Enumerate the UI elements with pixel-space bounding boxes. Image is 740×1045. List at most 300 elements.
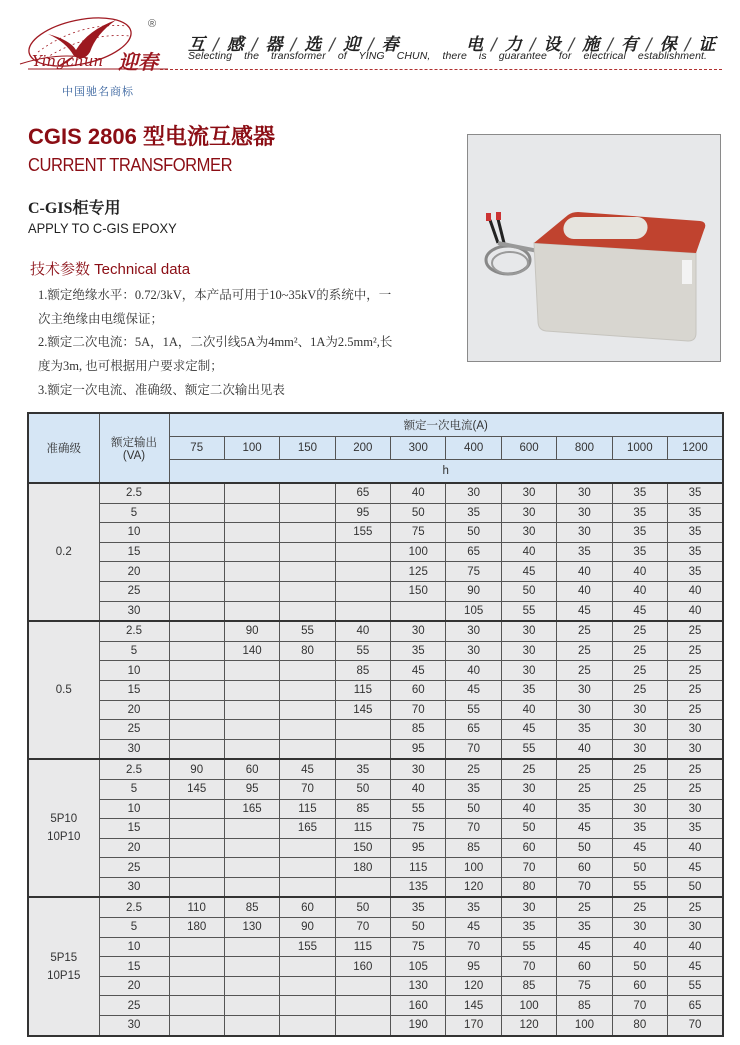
rated-output-cell: 5	[99, 779, 169, 799]
value-cell: 40	[668, 838, 723, 858]
value-cell	[169, 503, 224, 523]
value-cell: 120	[501, 1016, 556, 1036]
spec-table	[27, 412, 724, 1037]
slogan-char: 迎	[342, 35, 360, 55]
value-cell: 85	[224, 897, 279, 917]
header-unit-row: h	[169, 460, 723, 484]
value-cell: 55	[668, 976, 723, 996]
value-cell	[169, 601, 224, 621]
value-cell: 35	[446, 503, 501, 523]
value-cell: 30	[501, 503, 556, 523]
value-cell: 55	[501, 739, 556, 759]
value-cell: 25	[612, 759, 667, 779]
value-cell: 25	[557, 779, 612, 799]
value-cell: 90	[169, 759, 224, 779]
value-cell: 30	[668, 799, 723, 819]
value-cell: 40	[557, 739, 612, 759]
table-row	[28, 799, 723, 819]
value-cell	[280, 661, 335, 681]
value-cell: 95	[224, 779, 279, 799]
value-cell	[335, 739, 390, 759]
slogan-separator: /	[568, 35, 575, 55]
value-cell: 145	[446, 996, 501, 1016]
value-cell: 45	[391, 661, 446, 681]
value-cell	[224, 523, 279, 543]
value-cell: 25	[446, 759, 501, 779]
value-cell: 60	[224, 759, 279, 779]
value-cell: 180	[169, 918, 224, 938]
rated-output-cell: 30	[99, 1016, 169, 1036]
value-cell: 135	[391, 877, 446, 897]
value-cell	[169, 641, 224, 661]
value-cell: 25	[668, 759, 723, 779]
value-cell: 30	[612, 720, 667, 740]
table-row	[28, 877, 723, 897]
slogan-separator: /	[367, 35, 374, 55]
rated-output-cell: 25	[99, 996, 169, 1016]
value-cell: 60	[501, 838, 556, 858]
value-cell: 35	[612, 523, 667, 543]
table-row	[28, 858, 723, 878]
value-cell: 160	[391, 996, 446, 1016]
value-cell	[280, 523, 335, 543]
accuracy-class-label: 5P15	[50, 951, 78, 964]
value-cell: 25	[668, 779, 723, 799]
value-cell: 35	[391, 641, 446, 661]
accuracy-class-label: 0.2	[55, 546, 72, 559]
value-cell: 45	[557, 819, 612, 839]
value-cell: 120	[446, 877, 501, 897]
value-cell: 80	[612, 1016, 667, 1036]
value-cell: 65	[446, 720, 501, 740]
value-cell	[224, 877, 279, 897]
value-cell: 45	[501, 720, 556, 740]
value-cell	[169, 1016, 224, 1036]
value-cell	[169, 957, 224, 977]
table-row	[28, 976, 723, 996]
value-cell: 100	[446, 858, 501, 878]
registered-mark: ®	[148, 18, 157, 30]
value-cell: 25	[668, 621, 723, 641]
accuracy-class-label: 10P15	[47, 969, 81, 982]
value-cell: 65	[335, 483, 390, 503]
value-cell: 35	[668, 523, 723, 543]
table-row	[28, 562, 723, 582]
value-cell: 85	[335, 799, 390, 819]
value-cell: 30	[501, 621, 556, 641]
value-cell	[169, 976, 224, 996]
value-cell: 100	[501, 996, 556, 1016]
value-cell: 25	[557, 897, 612, 917]
value-cell: 125	[391, 562, 446, 582]
value-cell: 50	[612, 858, 667, 878]
value-cell	[280, 483, 335, 503]
value-cell: 45	[612, 601, 667, 621]
value-cell	[224, 680, 279, 700]
slogan-separator: /	[290, 35, 297, 55]
value-cell	[169, 621, 224, 641]
value-cell: 95	[446, 957, 501, 977]
value-cell: 25	[612, 779, 667, 799]
value-cell	[169, 720, 224, 740]
value-cell: 70	[335, 918, 390, 938]
value-cell: 40	[557, 562, 612, 582]
slogan-separator: /	[529, 35, 536, 55]
table-row	[28, 759, 723, 779]
value-cell: 60	[557, 957, 612, 977]
value-cell	[224, 996, 279, 1016]
brand-logo	[18, 12, 168, 82]
value-cell: 40	[335, 621, 390, 641]
value-cell	[335, 601, 390, 621]
value-cell	[169, 819, 224, 839]
slogan-char: 电	[466, 35, 483, 55]
header-rated-output	[99, 413, 169, 483]
accuracy-class-label: 10P10	[47, 831, 81, 844]
rated-output-cell: 30	[99, 877, 169, 897]
value-cell	[280, 503, 335, 523]
rated-output-cell: 2.5	[99, 759, 169, 779]
value-cell	[224, 601, 279, 621]
value-cell: 30	[612, 918, 667, 938]
value-cell: 70	[446, 937, 501, 957]
value-cell: 105	[391, 957, 446, 977]
slogan-char: 设	[543, 35, 561, 55]
value-cell	[280, 562, 335, 582]
value-cell: 55	[280, 621, 335, 641]
rated-output-cell: 5	[99, 503, 169, 523]
value-cell: 50	[557, 838, 612, 858]
rated-output-cell: 15	[99, 680, 169, 700]
value-cell: 45	[668, 858, 723, 878]
value-cell: 75	[391, 819, 446, 839]
logo-script-text: Yingchun	[32, 52, 104, 70]
value-cell: 40	[612, 562, 667, 582]
rated-output-cell: 10	[99, 799, 169, 819]
value-cell: 150	[391, 581, 446, 601]
value-cell: 75	[391, 523, 446, 543]
header-divider	[160, 69, 722, 70]
value-cell	[224, 957, 279, 977]
rated-output-cell: 5	[99, 641, 169, 661]
table-row	[28, 918, 723, 938]
value-cell: 145	[169, 779, 224, 799]
rated-output-cell: 5	[99, 918, 169, 938]
slogan-separator: /	[213, 35, 219, 55]
value-cell: 25	[668, 700, 723, 720]
value-cell: 30	[612, 799, 667, 819]
rated-output-cell: 20	[99, 562, 169, 582]
value-cell: 70	[446, 819, 501, 839]
value-cell: 140	[224, 641, 279, 661]
value-cell: 30	[557, 523, 612, 543]
value-cell: 70	[446, 739, 501, 759]
value-cell: 85	[501, 976, 556, 996]
value-cell: 50	[501, 819, 556, 839]
value-cell: 40	[557, 581, 612, 601]
table-row	[28, 680, 723, 700]
value-cell	[224, 700, 279, 720]
value-cell	[280, 700, 335, 720]
value-cell: 85	[335, 661, 390, 681]
value-cell	[169, 858, 224, 878]
value-cell: 110	[169, 897, 224, 917]
value-cell: 55	[612, 877, 667, 897]
accuracy-class-label: 5P10	[50, 813, 78, 826]
value-cell	[335, 542, 390, 562]
rated-output-cell: 25	[99, 720, 169, 740]
header-current-150: 150	[280, 437, 335, 460]
value-cell	[224, 483, 279, 503]
value-cell: 30	[446, 621, 501, 641]
value-cell: 30	[557, 700, 612, 720]
value-cell	[169, 838, 224, 858]
slogan-char: 互	[188, 35, 205, 55]
value-cell	[335, 562, 390, 582]
current-transformer-image	[468, 135, 720, 361]
value-cell: 25	[668, 680, 723, 700]
accuracy-class-cell	[28, 897, 99, 1035]
value-cell: 50	[612, 957, 667, 977]
header-current-400: 400	[446, 437, 501, 460]
value-cell: 40	[501, 700, 556, 720]
value-cell: 30	[501, 523, 556, 543]
value-cell: 115	[335, 680, 390, 700]
slogan-char: 器	[265, 35, 283, 55]
value-cell: 45	[501, 562, 556, 582]
rated-output-cell: 2.5	[99, 621, 169, 641]
value-cell: 50	[446, 523, 501, 543]
value-cell: 55	[501, 937, 556, 957]
value-cell: 25	[668, 897, 723, 917]
value-cell: 100	[557, 1016, 612, 1036]
value-cell	[280, 858, 335, 878]
value-cell: 50	[391, 503, 446, 523]
value-cell: 30	[391, 621, 446, 641]
value-cell	[169, 739, 224, 759]
value-cell: 30	[501, 483, 556, 503]
value-cell: 65	[446, 542, 501, 562]
rated-output-cell: 20	[99, 976, 169, 996]
header-primary-current: 额定一次电流(A)	[169, 413, 723, 437]
value-cell: 25	[557, 641, 612, 661]
value-cell: 75	[391, 937, 446, 957]
technical-line: 2.额定二次电流：5A，1A，二次引线5A为4mm²、1A为2.5mm²,长	[38, 335, 393, 349]
value-cell: 55	[446, 700, 501, 720]
value-cell: 45	[280, 759, 335, 779]
technical-line: 次主绝缘由电缆保证；	[38, 312, 164, 326]
value-cell: 35	[612, 542, 667, 562]
table-row	[28, 621, 723, 641]
header-current-600: 600	[501, 437, 556, 460]
value-cell	[224, 581, 279, 601]
rated-output-cell: 15	[99, 819, 169, 839]
value-cell: 85	[446, 838, 501, 858]
value-cell: 40	[391, 483, 446, 503]
value-cell: 30	[501, 641, 556, 661]
accuracy-class-cell	[28, 483, 99, 621]
value-cell: 30	[501, 779, 556, 799]
value-cell: 30	[668, 739, 723, 759]
value-cell	[280, 1016, 335, 1036]
value-cell	[169, 996, 224, 1016]
value-cell: 35	[668, 542, 723, 562]
slogan-separator: /	[684, 35, 691, 55]
value-cell	[280, 542, 335, 562]
value-cell: 180	[335, 858, 390, 878]
product-subtitle: CURRENT TRANSFORMER	[28, 155, 233, 175]
value-cell	[224, 503, 279, 523]
table-row	[28, 937, 723, 957]
value-cell	[169, 483, 224, 503]
value-cell: 150	[335, 838, 390, 858]
value-cell: 35	[557, 542, 612, 562]
value-cell: 25	[557, 621, 612, 641]
slogan-char: 感	[226, 35, 244, 55]
product-title: CGIS 2806 型电流互感器	[28, 124, 275, 149]
value-cell: 35	[557, 918, 612, 938]
table-row	[28, 1016, 723, 1036]
header-current-100: 100	[224, 437, 279, 460]
value-cell: 30	[557, 503, 612, 523]
value-cell: 45	[668, 957, 723, 977]
value-cell	[224, 1016, 279, 1036]
value-cell: 35	[557, 720, 612, 740]
value-cell: 130	[224, 918, 279, 938]
product-photo	[467, 134, 721, 362]
table-row	[28, 838, 723, 858]
technical-line: 3.额定一次电流、准确级、额定二次输出见表	[38, 383, 285, 397]
value-cell: 55	[391, 799, 446, 819]
value-cell: 30	[501, 897, 556, 917]
value-cell	[224, 976, 279, 996]
rated-output-cell: 15	[99, 542, 169, 562]
value-cell	[280, 957, 335, 977]
header-rated-output-line1: 额定输出	[111, 437, 157, 449]
application-en: APPLY TO C-GIS EPOXY	[28, 220, 177, 236]
value-cell	[224, 720, 279, 740]
value-cell: 45	[557, 937, 612, 957]
value-cell: 45	[557, 601, 612, 621]
value-cell: 160	[335, 957, 390, 977]
value-cell: 35	[335, 759, 390, 779]
value-cell	[169, 877, 224, 897]
value-cell: 70	[391, 700, 446, 720]
value-cell: 155	[335, 523, 390, 543]
value-cell	[280, 996, 335, 1016]
table-row	[28, 581, 723, 601]
value-cell: 25	[557, 759, 612, 779]
value-cell: 35	[501, 918, 556, 938]
header-current-1000: 1000	[612, 437, 667, 460]
rated-output-cell: 30	[99, 601, 169, 621]
header-current-300: 300	[391, 437, 446, 460]
value-cell: 190	[391, 1016, 446, 1036]
value-cell: 25	[612, 680, 667, 700]
value-cell: 70	[557, 877, 612, 897]
trademark-note: 中国驰名商标	[62, 86, 134, 98]
value-cell: 40	[668, 581, 723, 601]
value-cell: 40	[501, 542, 556, 562]
technical-line: 1.额定绝缘水平：0.72/3kV，本产品可用于10~35kV的系统中，一	[38, 288, 392, 302]
value-cell: 40	[612, 581, 667, 601]
rated-output-cell: 20	[99, 700, 169, 720]
value-cell: 45	[446, 918, 501, 938]
value-cell	[335, 1016, 390, 1036]
value-cell	[280, 877, 335, 897]
value-cell	[280, 976, 335, 996]
value-cell: 50	[501, 581, 556, 601]
value-cell: 90	[446, 581, 501, 601]
slogan-char: 施	[582, 35, 600, 55]
value-cell: 60	[557, 858, 612, 878]
slogan-separator: /	[491, 35, 497, 55]
slogan-char: 证	[698, 35, 716, 55]
value-cell: 115	[280, 799, 335, 819]
value-cell: 115	[391, 858, 446, 878]
value-cell	[169, 581, 224, 601]
rated-output-cell: 10	[99, 937, 169, 957]
value-cell: 35	[612, 503, 667, 523]
value-cell: 145	[335, 700, 390, 720]
value-cell: 90	[224, 621, 279, 641]
value-cell: 35	[391, 897, 446, 917]
value-cell	[280, 739, 335, 759]
slogan-char: 有	[620, 35, 638, 55]
value-cell: 95	[391, 739, 446, 759]
value-cell: 70	[612, 996, 667, 1016]
value-cell: 55	[335, 641, 390, 661]
value-cell: 35	[668, 483, 723, 503]
rated-output-cell: 20	[99, 838, 169, 858]
accuracy-class-label: 0.5	[55, 684, 72, 697]
value-cell	[224, 562, 279, 582]
slogan-char: 选	[304, 35, 322, 55]
table-row	[28, 700, 723, 720]
value-cell: 25	[612, 661, 667, 681]
value-cell: 120	[446, 976, 501, 996]
value-cell: 50	[335, 779, 390, 799]
value-cell: 40	[668, 601, 723, 621]
table-row	[28, 996, 723, 1016]
value-cell	[335, 877, 390, 897]
value-cell	[224, 858, 279, 878]
value-cell: 60	[391, 680, 446, 700]
value-cell: 40	[501, 799, 556, 819]
value-cell	[224, 838, 279, 858]
value-cell: 50	[391, 918, 446, 938]
rated-output-cell: 25	[99, 581, 169, 601]
table-row	[28, 720, 723, 740]
logo-cn-text: 迎春	[118, 50, 158, 74]
value-cell: 100	[391, 542, 446, 562]
value-cell	[280, 581, 335, 601]
value-cell: 70	[501, 957, 556, 977]
value-cell: 60	[280, 897, 335, 917]
technical-line: 度为3m, 也可根据用户要求定制；	[38, 359, 223, 373]
header-current-1200: 1200	[668, 437, 723, 460]
value-cell	[169, 523, 224, 543]
value-cell: 35	[668, 562, 723, 582]
value-cell	[224, 661, 279, 681]
value-cell: 45	[612, 838, 667, 858]
value-cell: 45	[446, 680, 501, 700]
value-cell	[280, 720, 335, 740]
rated-output-cell: 2.5	[99, 483, 169, 503]
value-cell: 35	[612, 483, 667, 503]
header-accuracy-class: 准确级	[28, 413, 99, 483]
value-cell: 50	[668, 877, 723, 897]
